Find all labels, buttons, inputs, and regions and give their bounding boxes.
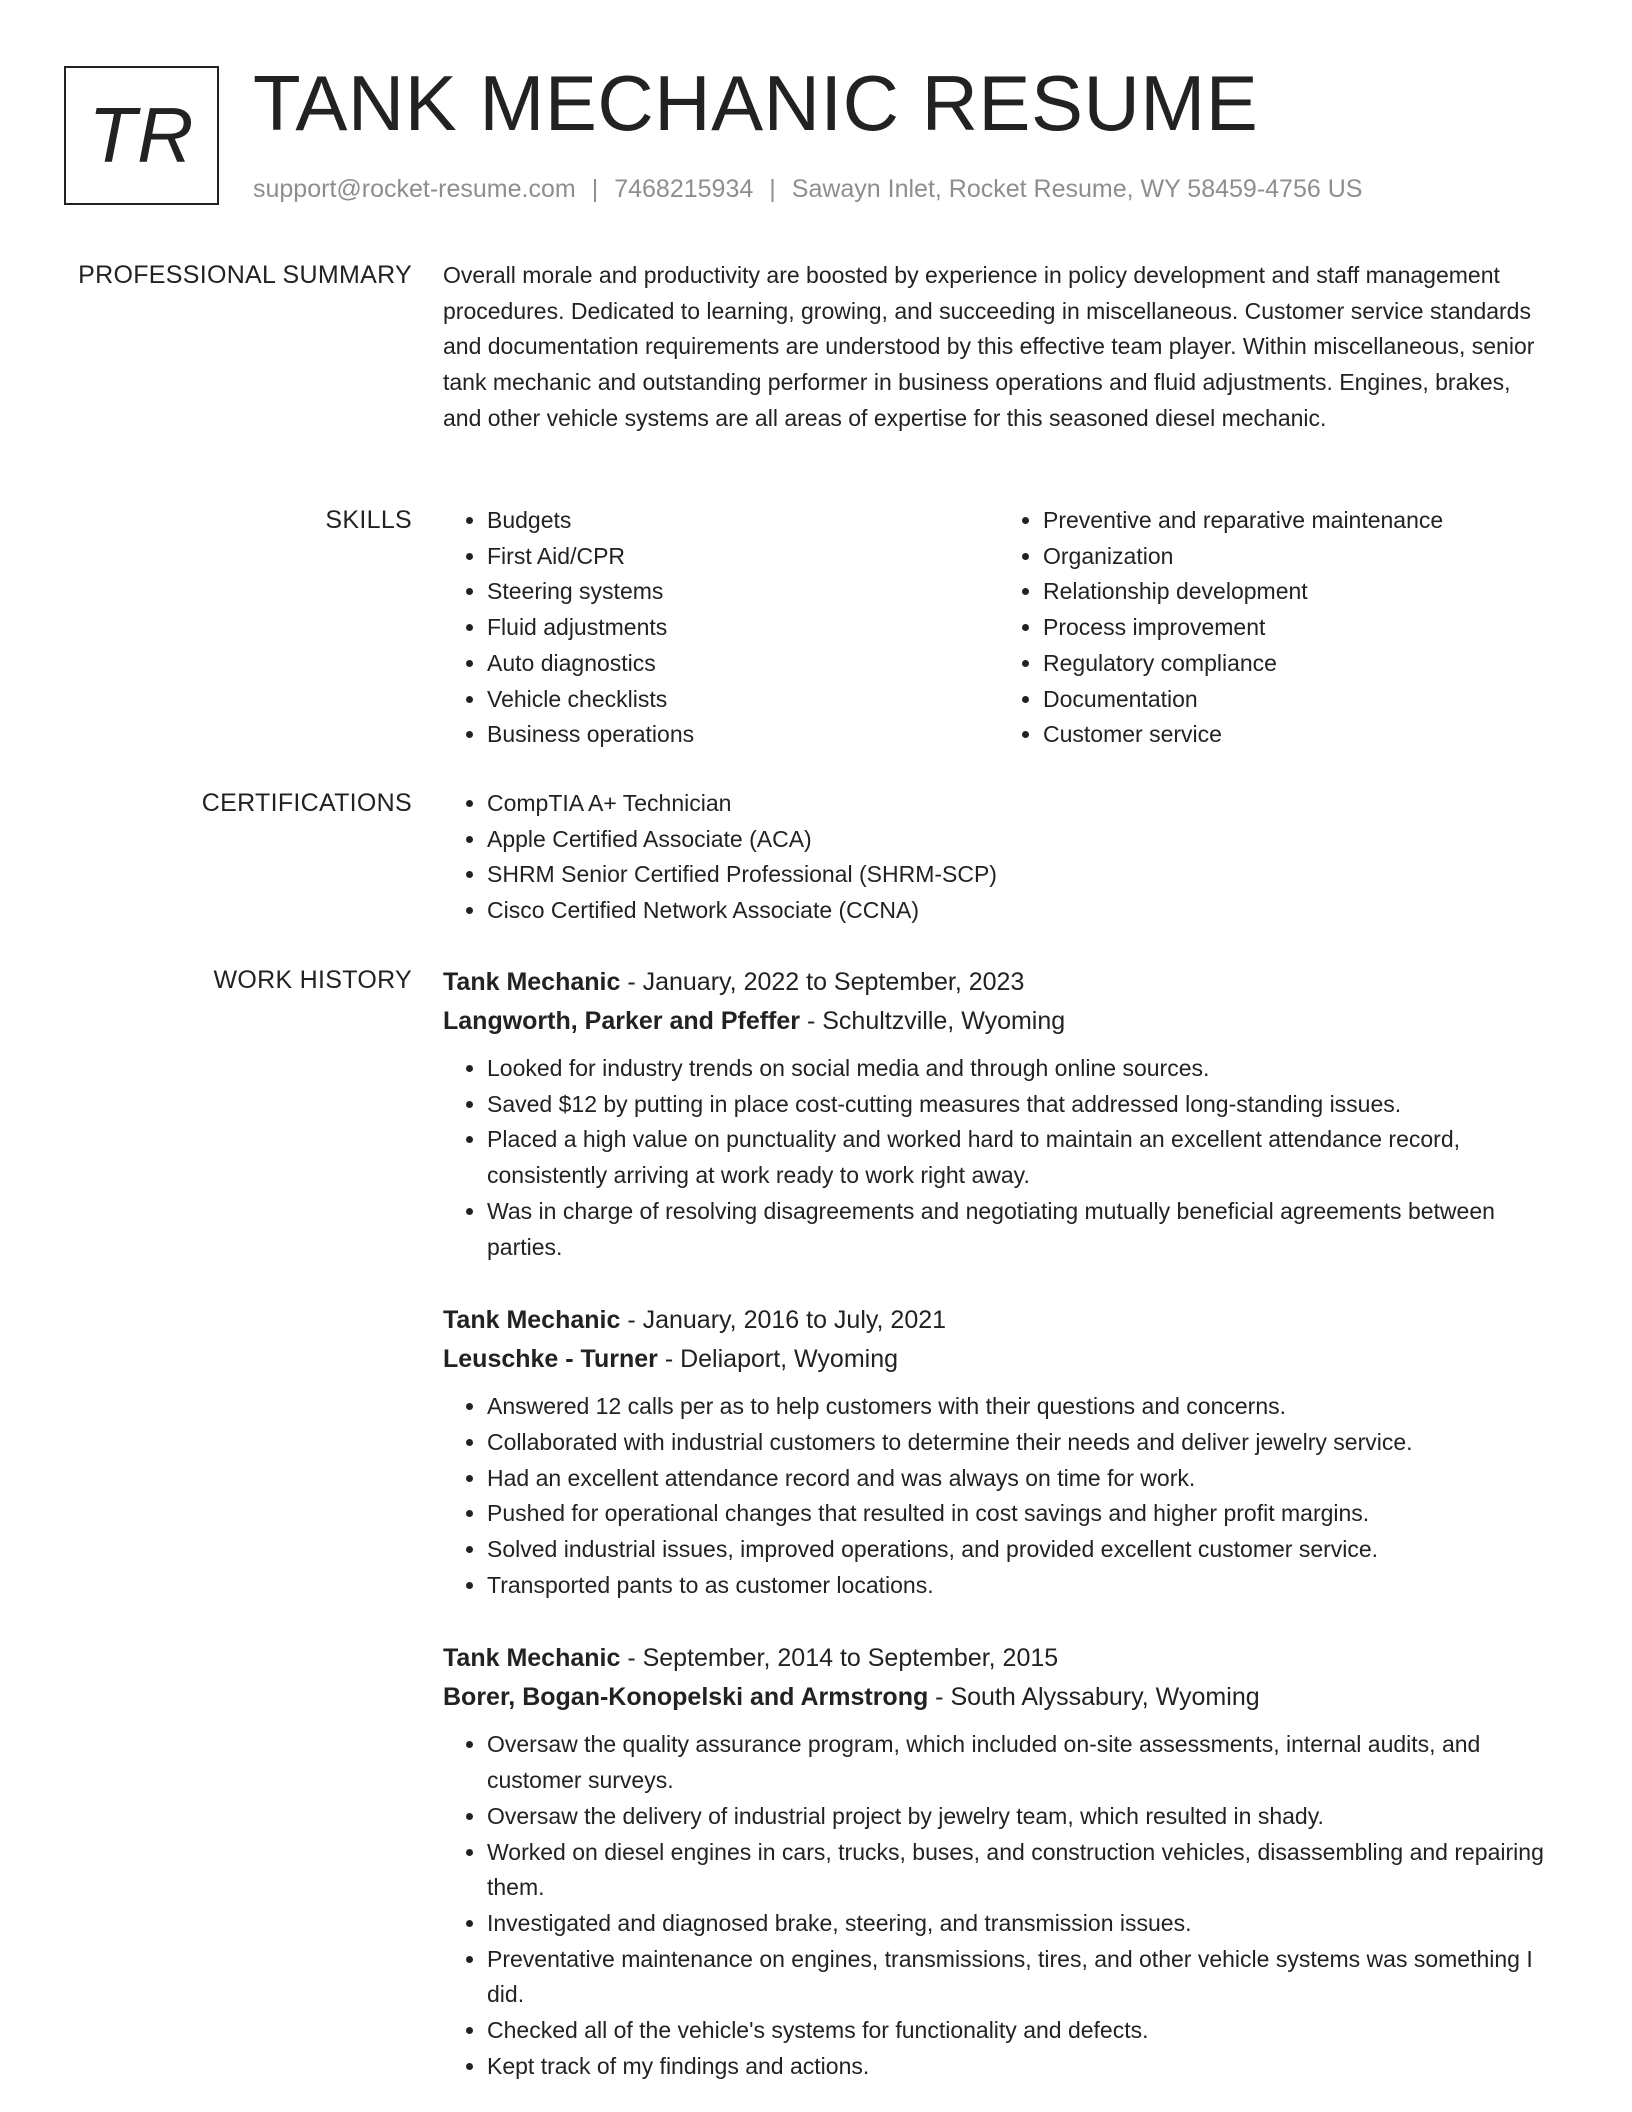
job-duty-item: • Oversaw the quality assurance program, which included on-site assessments, internal audits, and customer surveys.	[487, 1727, 1555, 1798]
job-duty-item: • Oversaw the delivery of industrial project by jewelry team, which resulted in shady.	[487, 1799, 1555, 1835]
job-duty-item: • Pushed for operational changes that resulted in cost savings and higher profit margins.	[487, 1496, 1555, 1532]
job-duty-item: • Investigated and diagnosed brake, steering, and transmission issues.	[487, 1906, 1555, 1942]
contact-line	[253, 172, 1362, 206]
skill-item: • Regulatory compliance	[1043, 646, 1555, 682]
job-duty-item: • Kept track of my findings and actions.	[487, 2049, 1555, 2085]
job-dash: -	[928, 1683, 951, 1712]
monogram-logo	[64, 66, 219, 205]
skill-item: • Fluid adjustments	[487, 610, 999, 646]
contact-separator: |	[769, 175, 776, 203]
resume-title: TANK MECHANIC RESUME	[253, 59, 1259, 147]
job-company: Leuschke - Turner	[443, 1345, 658, 1374]
job-duty-item: • Checked all of the vehicle's systems for functionality and defects.	[487, 2013, 1555, 2049]
skills-list-right	[999, 503, 1555, 753]
job-role: Tank Mechanic	[443, 1644, 621, 1673]
skill-item: • Vehicle checklists	[487, 682, 999, 718]
job-location: Schultzville, Wyoming	[822, 1007, 1066, 1035]
job-company-line	[443, 1677, 1555, 1717]
job-entry	[443, 963, 1555, 1265]
job-dash: -	[620, 968, 643, 996]
job-company-line	[443, 1339, 1555, 1379]
job-company: Borer, Bogan-Konopelski and Armstrong	[443, 1683, 929, 1712]
monogram-text: TR	[88, 91, 195, 179]
contact-separator: |	[591, 175, 599, 203]
job-duties-list	[443, 1051, 1555, 1265]
job-company-line	[443, 1001, 1555, 1041]
job-duty-item: • Had an excellent attendance record and was always on time for work.	[487, 1461, 1555, 1497]
job-duties-list	[443, 1389, 1555, 1603]
job-dash: -	[620, 1644, 643, 1673]
job-duty-item: • Preventative maintenance on engines, transmissions, tires, and other vehicle systems was something I did.	[487, 1942, 1555, 2013]
skill-item: • First Aid/CPR	[487, 539, 999, 575]
skill-item: • Customer service	[1043, 717, 1555, 753]
skill-item: • Organization	[1043, 539, 1555, 575]
certification-item: • CompTIA A+ Technician	[487, 786, 1555, 822]
job-duty-item: • Collaborated with industrial customers to determine their needs and deliver jewelry service.	[487, 1425, 1555, 1461]
skill-item: • Relationship development	[1043, 574, 1555, 610]
skills-columns	[443, 503, 1555, 753]
job-duty-item: • Was in charge of resolving disagreements and negotiating mutually beneficial agreements between parties.	[487, 1194, 1555, 1265]
certification-item: • SHRM Senior Certified Professional (SHRM-SCP)	[487, 857, 1555, 893]
summary-text: Overall morale and productivity are boosted by experience in policy development and staff management procedures. Dedicated to learning, growing, and succeeding in miscellaneous. Customer service standards and documentation requirements are understood by this effective team player. Within miscellaneous, senior tank mechanic and outstanding performer in business operations and fluid adjustments. Engines, brakes, and other vehicle systems are all areas of expertise for this seasoned diesel mechanic.	[443, 262, 1535, 431]
section-body	[443, 503, 1555, 753]
skill-item: • Business operations	[487, 717, 999, 753]
skills-list-left	[443, 503, 999, 753]
skill-item: • Process improvement	[1043, 610, 1555, 646]
job-dates: January, 2022 to September, 2023	[642, 968, 1025, 996]
skill-item: • Steering systems	[487, 574, 999, 610]
job-duties-list	[443, 1727, 1555, 2084]
section-title: CERTIFICATIONS	[201, 789, 412, 817]
certification-item: • Cisco Certified Network Associate (CCNA)	[487, 893, 1555, 929]
job-duty-item: • Looked for industry trends on social media and through online sources.	[487, 1051, 1555, 1087]
skill-item: • Auto diagnostics	[487, 646, 999, 682]
skill-item: • Documentation	[1043, 682, 1555, 718]
job-dates: September, 2014 to September, 2015	[642, 1644, 1059, 1673]
job-dates: January, 2016 to July, 2021	[642, 1306, 947, 1335]
job-location: South Alyssabury, Wyoming	[950, 1683, 1260, 1712]
job-role: Tank Mechanic	[443, 968, 621, 996]
section-body	[443, 258, 1555, 437]
skill-item: • Budgets	[487, 503, 999, 539]
job-entry	[443, 1301, 1555, 1603]
job-title-line	[443, 1301, 1555, 1339]
contact-address: Sawayn Inlet, Rocket Resume, WY 58459-4756 US	[791, 175, 1363, 203]
contact-phone: 7468215934	[614, 175, 754, 203]
job-dash: -	[800, 1007, 823, 1035]
job-entry	[443, 1639, 1555, 2084]
job-role: Tank Mechanic	[443, 1306, 621, 1335]
certifications-list	[443, 786, 1555, 929]
job-duty-item: • Answered 12 calls per as to help customers with their questions and concerns.	[487, 1389, 1555, 1425]
contact-email: support@rocket-resume.com	[253, 175, 576, 203]
skill-item: • Preventive and reparative maintenance	[1043, 503, 1555, 539]
job-dash: -	[620, 1306, 643, 1335]
section-title: WORK HISTORY	[213, 966, 412, 994]
section-title: PROFESSIONAL SUMMARY	[78, 261, 412, 289]
job-title-line	[443, 1639, 1555, 1677]
section-body	[443, 786, 1555, 929]
job-duty-item: • Saved $12 by putting in place cost-cutting measures that addressed long-standing issues.	[487, 1087, 1555, 1123]
section-body	[443, 963, 1555, 2084]
job-title-line	[443, 963, 1555, 1001]
job-duty-item: • Placed a high value on punctuality and worked hard to maintain an excellent attendance record, consistently arriving at work ready to work right away.	[487, 1122, 1555, 1193]
job-location: Deliaport, Wyoming	[680, 1345, 899, 1374]
certification-item: • Apple Certified Associate (ACA)	[487, 822, 1555, 858]
job-duty-item: • Solved industrial issues, improved operations, and provided excellent customer service.	[487, 1532, 1555, 1568]
job-duty-item: • Transported pants to as customer locations.	[487, 1568, 1555, 1604]
job-duty-item: • Worked on diesel engines in cars, trucks, buses, and construction vehicles, disassembling and repairing them.	[487, 1835, 1555, 1906]
job-dash: -	[657, 1345, 681, 1374]
job-company: Langworth, Parker and Pfeffer	[443, 1007, 801, 1035]
section-title: SKILLS	[325, 506, 412, 534]
